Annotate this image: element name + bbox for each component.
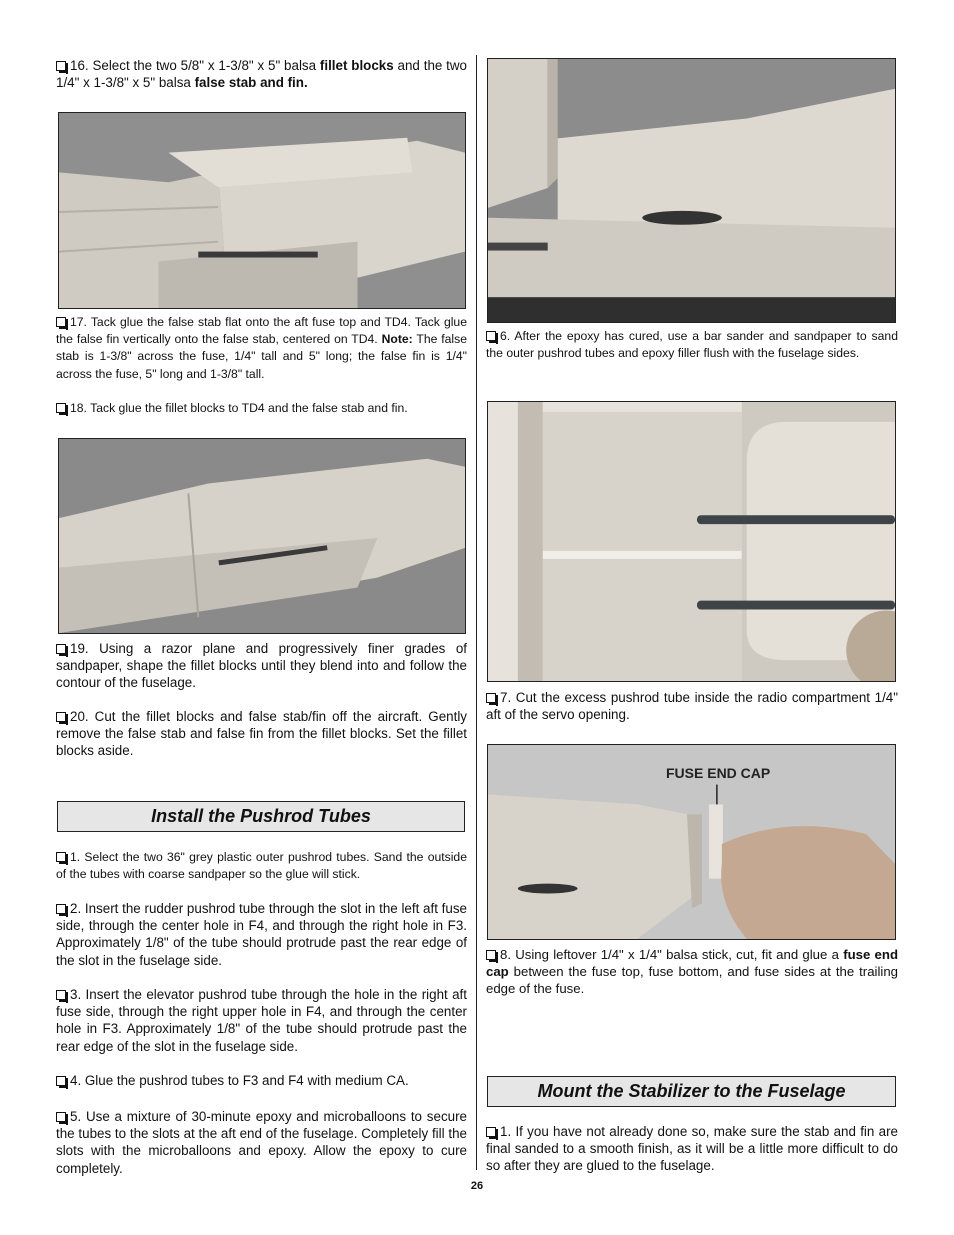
page-number: 26 [470, 1180, 484, 1192]
step-18: 18. Tack glue the fillet blocks to TD4 and the false stab and fin. [56, 400, 467, 417]
checkbox-icon[interactable] [56, 317, 66, 327]
checkbox-icon[interactable] [56, 712, 66, 722]
photo-fillet-blocks [58, 112, 466, 309]
checkbox-icon[interactable] [56, 990, 66, 1000]
checkbox-icon[interactable] [486, 693, 496, 703]
pushrod-step-2: 2. Insert the rudder pushrod tube through the slot in the left aft fuse side, through the center hole in F4, and through the right hole in F3. Approximately 1/8" of the tube should protrude past the rear edge of the slot in the fuselage side. [56, 901, 467, 968]
photo-fuse-end-cap [487, 744, 896, 940]
checkbox-icon[interactable] [486, 950, 496, 960]
photo-radio-compartment [487, 401, 896, 682]
section-heading-stabilizer: Mount the Stabilizer to the Fuselage [487, 1076, 896, 1107]
column-divider [476, 55, 477, 1170]
pushrod-step-5: 5. Use a mixture of 30-minute epoxy and microballoons to secure the tubes to the slots at the aft end of the fuselage. Completely fill the slots with the microballoons and epoxy. Allow the epoxy to cure completely. [56, 1109, 467, 1176]
photo-pushrod-exit [487, 58, 896, 323]
checkbox-icon[interactable] [56, 403, 66, 413]
step-20: 20. Cut the fillet blocks and false stab/fin off the aircraft. Gently remove the false stab and false fin from the fillet blocks. Set the fillet blocks aside. [56, 709, 467, 759]
pushrod-step-3: 3. Insert the elevator pushrod tube through the hole in the right aft fuse side, through the right upper hole in F4, and through the center hole in F3. Approximately 1/8" of the tube should protrude past the rear edge of the slot in the fuselage side. [56, 987, 467, 1054]
checkbox-icon[interactable] [486, 1127, 496, 1137]
photo-label-fuse-end-cap: FUSE END CAP [666, 765, 771, 781]
step-16: 16. Select the two 5/8" x 1-3/8" x 5" balsa fillet blocks and the two 1/4" x 1-3/8" x 5" balsa false stab and fin. [56, 58, 468, 91]
stab-step-1: 1. If you have not already done so, make sure the stab and fin are final sanded to a smooth finish, as it will be a little more difficult to do so after they are glued to the fuselage. [486, 1124, 898, 1174]
checkbox-icon[interactable] [56, 1112, 66, 1122]
photo-shaped-fillets [58, 438, 466, 634]
step-17: 17. Tack glue the false stab flat onto the aft fuse top and TD4. Tack glue the false fin vertically onto the false stab, centered on TD4. Note: The false stab is 1-3/8" across the fuse, 1/4" tall and 5" long; the false fin is 1/4" across the fuse, 5" long and 1-3/8" tall. [56, 315, 468, 381]
checkbox-icon[interactable] [486, 331, 496, 341]
checkbox-icon[interactable] [56, 904, 66, 914]
checkbox-icon[interactable] [56, 852, 66, 862]
pushrod-step-1: 1. Select the two 36" grey plastic outer pushrod tubes. Sand the outside of the tubes with coarse sandpaper so the glue will stick. [56, 850, 467, 882]
step-8: 8. Using leftover 1/4" x 1/4" balsa stick, cut, fit and glue a fuse end cap between the fuse top, fuse bottom, and fuse sides at the trailing edge of the fuse. [486, 947, 898, 997]
step-19: 19. Using a razor plane and progressively finer grades of sandpaper, shape the fillet blocks until they blend into and follow the contour of the fuselage. [56, 641, 467, 691]
checkbox-icon[interactable] [56, 61, 66, 71]
checkbox-icon[interactable] [56, 644, 66, 654]
step-7: 7. Cut the excess pushrod tube inside the radio compartment 1/4" aft of the servo opening. [486, 690, 898, 723]
step-6: 6. After the epoxy has cured, use a bar sander and sandpaper to sand the outer pushrod tubes and epoxy filler flush with the fuselage sides. [486, 329, 898, 361]
pushrod-step-4: 4. Glue the pushrod tubes to F3 and F4 with medium CA. [56, 1072, 467, 1089]
checkbox-icon[interactable] [56, 1076, 66, 1086]
section-heading-pushrod: Install the Pushrod Tubes [57, 801, 465, 832]
